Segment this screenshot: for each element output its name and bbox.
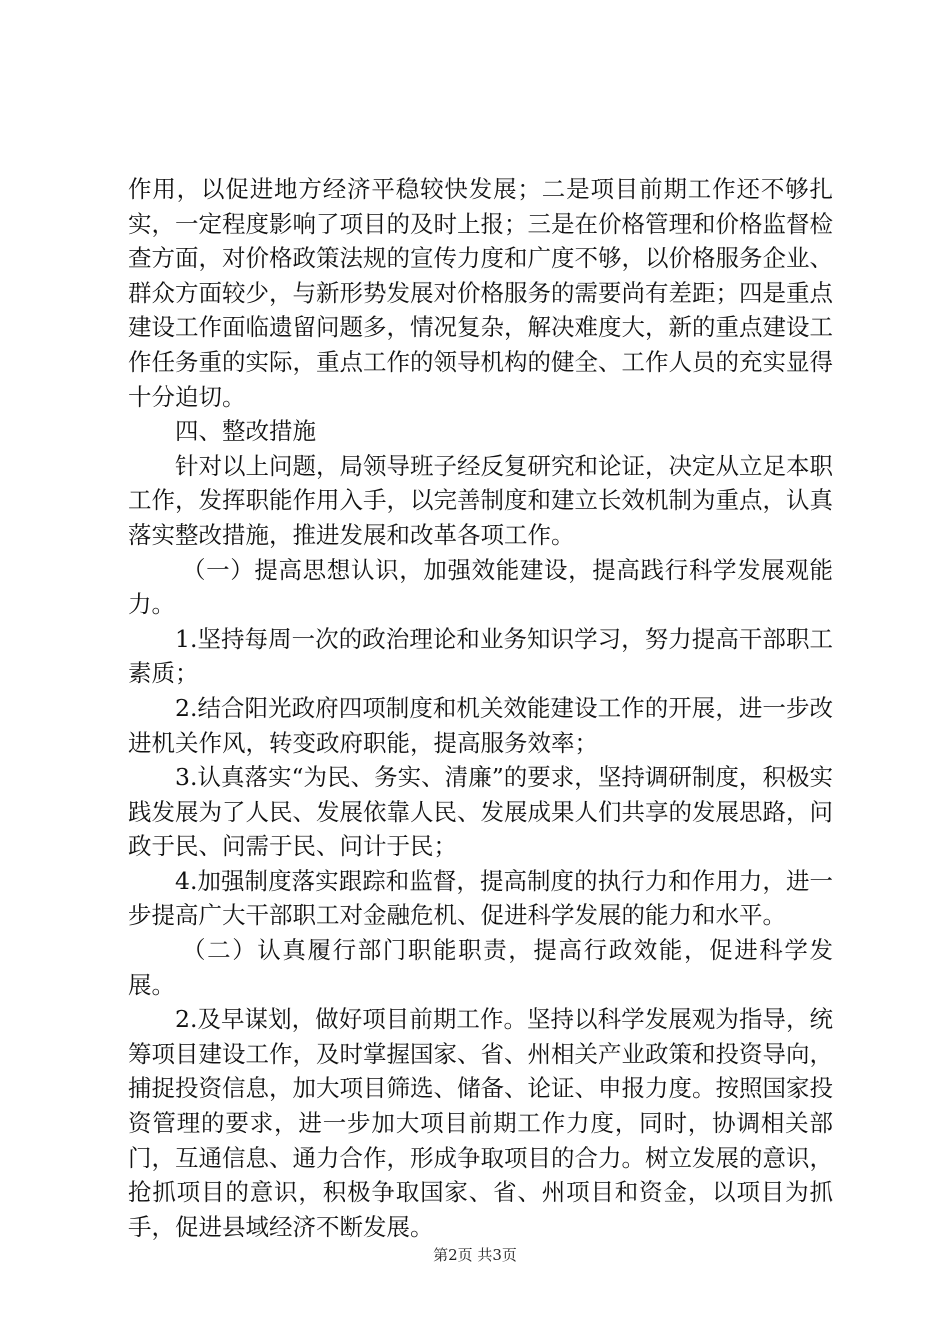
list-item: 2.及早谋划，做好项目前期工作。坚持以科学发展观为指导，统筹项目建设工作，及时掌握国家、省、州相关产业政策和投资导向，捕捉投资信息，加大项目筛选、储备、论证、申报力度。按照国家投资管理的要求，进一步加大项目前期工作力度，同时，协调相关部门，互通信息、通力合作，形成争取项目的合力。树立发展的意识，抢抓项目的意识，积极争取国家、省、州项目和资金，以项目为抓手，促进县域经济不断发展。 xyxy=(128,1005,833,1241)
list-item: 4.加强制度落实跟踪和监督，提高制度的执行力和作用力，进一步提高广大干部职工对金融危机、促进科学发展的能力和水平。 xyxy=(128,866,833,930)
list-item: 1.坚持每周一次的政治理论和业务知识学习，努力提高干部职工素质； xyxy=(128,624,833,688)
paragraph: 针对以上问题，局领导班子经反复研究和论证，决定从立足本职工作，发挥职能作用入手，以完善制度和建立长效机制为重点，认真落实整改措施，推进发展和改革各项工作。 xyxy=(128,451,833,549)
document-body xyxy=(128,172,833,1244)
list-item: 3.认真落实“为民、务实、清廉”的要求，坚持调研制度，积极实践发展为了人民、发展依靠人民、发展成果人们共享的发展思路，问政于民、问需于民、问计于民； xyxy=(128,763,833,861)
list-item: 2.结合阳光政府四项制度和机关效能建设工作的开展，进一步改进机关作风，转变政府职能，提高服务效率； xyxy=(128,693,833,757)
paragraph-continuation: 作用，以促进地方经济平稳较快发展；二是项目前期工作还不够扎实，一定程度影响了项目的及时上报；三是在价格管理和价格监督检查方面，对价格政策法规的宣传力度和广度不够，以价格服务企业、群众方面较少，与新形势发展对价格服务的需要尚有差距；四是重点建设工作面临遗留问题多，情况复杂，解决难度大，新的重点建设工作任务重的实际，重点工作的领导机构的健全、工作人员的充实显得十分迫切。 xyxy=(128,175,833,411)
section-heading: 四、整改措施 xyxy=(175,417,316,446)
subsection-heading: （一）提高思想认识，加强效能建设，提高践行科学发展观能力。 xyxy=(128,555,833,619)
page-footer: 第2页 共3页 xyxy=(433,1246,517,1264)
subsection-heading: （二）认真履行部门职能职责，提高行政效能，促进科学发展。 xyxy=(128,936,833,999)
